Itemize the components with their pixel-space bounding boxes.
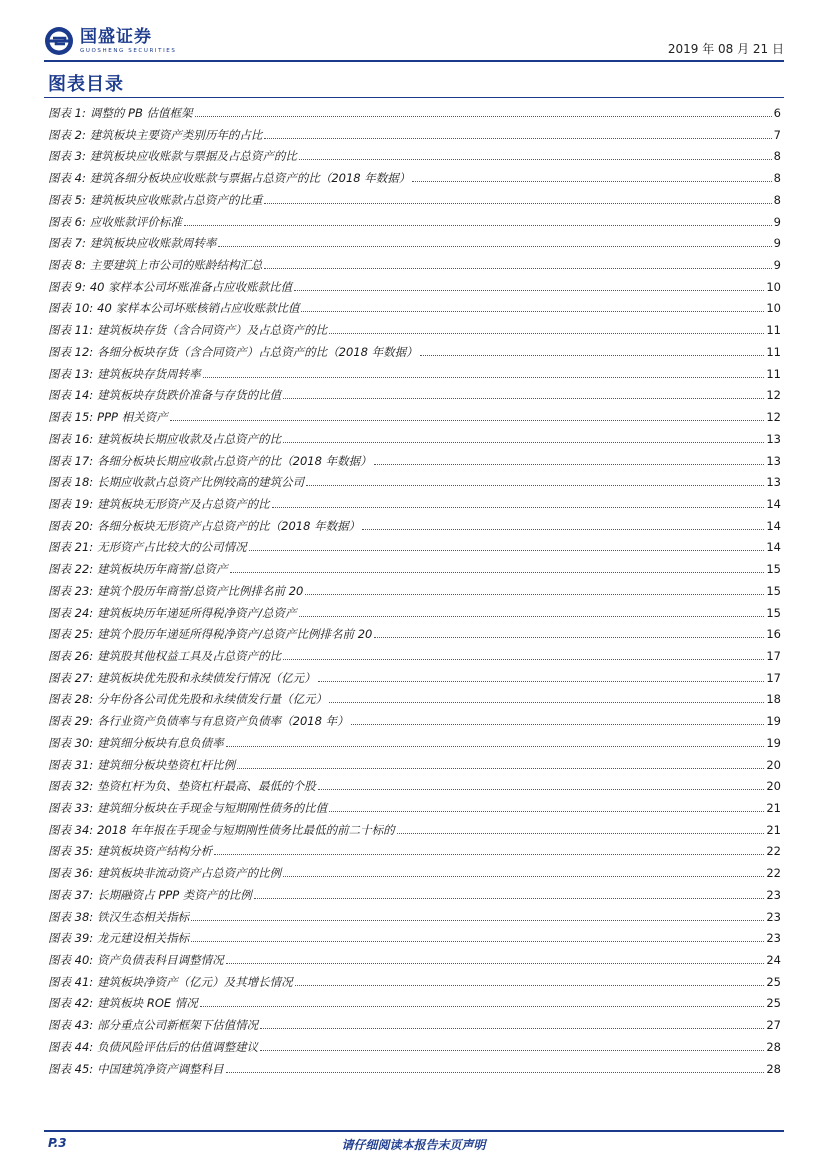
toc-entry-title: 建筑板块存货周转率 bbox=[97, 366, 201, 381]
toc-dot-leader bbox=[294, 282, 764, 291]
toc-entry[interactable] bbox=[48, 974, 781, 996]
toc-dot-leader bbox=[184, 217, 772, 226]
toc-dot-leader bbox=[420, 347, 765, 356]
toc-entry-label: 图表 1: bbox=[48, 106, 86, 120]
toc-entry-page: 8 bbox=[773, 171, 781, 186]
toc-entry[interactable] bbox=[48, 822, 781, 844]
toc-entry[interactable] bbox=[48, 539, 781, 561]
toc-dot-leader bbox=[299, 151, 772, 160]
toc-entry-title: 建筑细分板块垫资杠杆比例 bbox=[97, 757, 236, 772]
toc-entry[interactable] bbox=[48, 691, 781, 713]
toc-entry-label: 图表 35: bbox=[48, 844, 94, 859]
toc-dot-leader bbox=[374, 629, 764, 638]
toc-entry[interactable] bbox=[48, 1061, 781, 1083]
toc-dot-leader bbox=[305, 586, 764, 595]
toc-dot-leader bbox=[374, 456, 765, 465]
toc-entry-title: 建筑板块主要资产类别历年的占比 bbox=[89, 127, 263, 142]
toc-dot-leader bbox=[272, 499, 765, 508]
toc-entry[interactable] bbox=[48, 995, 781, 1017]
toc-dot-leader bbox=[237, 760, 764, 769]
toc-entry-title: 长期应收款占总资产比例较高的建筑公司 bbox=[97, 475, 305, 490]
toc-entry-title: 建筑个股历年商誉/总资产比例排名前 20 bbox=[97, 583, 304, 598]
toc-entry-page: 21 bbox=[766, 801, 781, 815]
toc-dot-leader bbox=[264, 130, 771, 139]
toc-entry-label: 图表 25: bbox=[48, 627, 94, 642]
toc-entry-page: 25 bbox=[766, 974, 781, 989]
toc-entry-page: 14 bbox=[766, 540, 781, 555]
toc-entry-title: 建筑板块存货（含合同资产）及占总资产的比 bbox=[97, 323, 328, 338]
toc-entry-label: 图表 22: bbox=[48, 562, 94, 577]
toc-dot-leader bbox=[329, 803, 764, 812]
toc-entry-page: 20 bbox=[766, 757, 781, 772]
toc-entry[interactable] bbox=[48, 1017, 781, 1039]
toc-entry-page: 15 bbox=[766, 605, 781, 620]
toc-entry-label: 图表 18: bbox=[48, 475, 94, 490]
toc-entry[interactable] bbox=[48, 214, 781, 236]
toc-entry-page: 28 bbox=[766, 1061, 781, 1076]
toc-dot-leader bbox=[362, 521, 764, 530]
toc-dot-leader bbox=[203, 369, 765, 378]
toc-entry-page: 19 bbox=[766, 714, 781, 729]
toc-entry-title: 调整的 PB 估值框架 bbox=[89, 106, 193, 120]
toc-entry-title: 2018 年年报在手现金与短期刚性债务比最低的前二十标的 bbox=[97, 822, 395, 837]
toc-entry[interactable] bbox=[48, 279, 781, 301]
toc-entry-title: 建筑板块应收账款占总资产的比重 bbox=[89, 192, 263, 207]
toc-entry[interactable] bbox=[48, 778, 781, 800]
toc-entry-label: 图表 31: bbox=[48, 757, 94, 772]
toc-dot-leader bbox=[226, 1064, 765, 1073]
toc-entry-page: 13 bbox=[766, 453, 781, 468]
toc-entry-page: 11 bbox=[766, 366, 781, 381]
toc-entry-label: 图表 27: bbox=[48, 670, 94, 685]
toc-dot-leader bbox=[351, 716, 765, 725]
toc-entry-page: 14 bbox=[766, 496, 781, 511]
footer-divider bbox=[44, 1130, 784, 1132]
toc-entry-label: 图表 21: bbox=[48, 540, 94, 555]
toc-entry-page: 13 bbox=[766, 431, 781, 446]
company-logo bbox=[44, 26, 176, 56]
toc-entry-title: 建筑板块应收账款与票据及占总资产的比 bbox=[89, 149, 297, 164]
toc-entry[interactable] bbox=[48, 431, 781, 453]
toc-entry-page: 12 bbox=[766, 388, 781, 403]
toc-dot-leader bbox=[214, 846, 764, 855]
toc-entry-title: 垫资杠杆为负、垫资杠杆最高、最低的个股 bbox=[97, 779, 316, 794]
disclaimer-notice: 请仔细阅读本报告末页声明 bbox=[341, 1138, 486, 1152]
toc-entry[interactable] bbox=[48, 930, 781, 952]
toc-entry-title: 建筑板块 ROE 情况 bbox=[97, 996, 198, 1011]
toc-entry-title: 建筑板块净资产（亿元）及其增长情况 bbox=[97, 974, 293, 989]
toc-entry-label: 图表 19: bbox=[48, 496, 94, 511]
toc-entry[interactable] bbox=[48, 148, 781, 170]
toc-entry-page: 22 bbox=[766, 844, 781, 859]
toc-entry-title: 建筑板块无形资产及占总资产的比 bbox=[97, 496, 270, 511]
toc-entry[interactable] bbox=[48, 1039, 781, 1061]
toc-dot-leader bbox=[295, 977, 765, 986]
toc-entry-label: 图表 12: bbox=[48, 344, 94, 359]
toc-entry-title: 建筑个股历年递延所得税净资产/总资产比例排名前 20 bbox=[97, 627, 373, 642]
toc-entry-title: 建筑细分板块在手现金与短期刚性债务的比值 bbox=[97, 801, 328, 815]
toc-entry-page: 14 bbox=[766, 518, 781, 533]
toc-entry[interactable] bbox=[48, 952, 781, 974]
toc-entry-page: 6 bbox=[773, 106, 781, 120]
toc-dot-leader bbox=[226, 738, 765, 747]
logo-chinese-name: 国盛证券 bbox=[80, 27, 152, 47]
toc-entry-page: 9 bbox=[773, 236, 781, 251]
toc-entry[interactable] bbox=[48, 865, 781, 887]
toc-entry-label: 图表 15: bbox=[48, 410, 94, 425]
toc-dot-leader bbox=[230, 564, 765, 573]
toc-entry-page: 11 bbox=[766, 344, 781, 359]
toc-entry-title: 建筑各细分板块应收账款与票据占总资产的比（2018 年数据） bbox=[89, 171, 411, 186]
toc-entry-label: 图表 37: bbox=[48, 887, 94, 902]
toc-entry[interactable] bbox=[48, 800, 781, 822]
toc-dot-leader bbox=[301, 303, 764, 312]
guosheng-logo-icon bbox=[44, 26, 74, 56]
toc-entry[interactable] bbox=[48, 387, 781, 409]
toc-entry[interactable] bbox=[48, 366, 781, 388]
toc-entry-page: 8 bbox=[773, 149, 781, 164]
toc-entry-page: 24 bbox=[766, 953, 781, 968]
toc-entry-title: 建筑股其他权益工具及占总资产的比 bbox=[97, 648, 282, 663]
toc-entry-page: 11 bbox=[766, 323, 781, 338]
toc-entry-label: 图表 43: bbox=[48, 1018, 94, 1033]
toc-entry[interactable] bbox=[48, 474, 781, 496]
toc-entry-label: 图表 8: bbox=[48, 258, 86, 273]
toc-entry[interactable] bbox=[48, 909, 781, 931]
toc-dot-leader bbox=[249, 542, 765, 551]
toc-entry-page: 17 bbox=[766, 648, 781, 663]
toc-entry[interactable] bbox=[48, 626, 781, 648]
toc-entry-title: 建筑板块应收账款周转率 bbox=[89, 236, 217, 251]
toc-entry-label: 图表 41: bbox=[48, 974, 94, 989]
toc-entry-label: 图表 20: bbox=[48, 518, 94, 533]
toc-entry-label: 图表 40: bbox=[48, 953, 94, 968]
toc-entry-page: 20 bbox=[766, 779, 781, 794]
toc-entry-page: 21 bbox=[766, 822, 781, 837]
toc-entry-label: 图表 23: bbox=[48, 583, 94, 598]
toc-entry[interactable] bbox=[48, 300, 781, 322]
toc-entry[interactable] bbox=[48, 735, 781, 757]
toc-entry-page: 15 bbox=[766, 583, 781, 598]
toc-entry-page: 12 bbox=[766, 410, 781, 425]
toc-entry-page: 9 bbox=[773, 214, 781, 229]
toc-dot-leader bbox=[306, 477, 764, 486]
toc-entry-title: 分年份各公司优先股和永续债发行量（亿元） bbox=[97, 692, 328, 707]
toc-entry-title: 长期融资占 PPP 类资产的比例 bbox=[97, 887, 252, 902]
toc-entry-label: 图表 6: bbox=[48, 214, 86, 229]
toc-dot-leader bbox=[260, 1042, 764, 1051]
page-header bbox=[44, 22, 784, 62]
toc-entry-title: 各细分板块无形资产占总资产的比（2018 年数据） bbox=[97, 518, 361, 533]
toc-entry-title: 建筑板块优先股和永续债发行情况（亿元） bbox=[97, 670, 316, 685]
toc-dot-leader bbox=[191, 933, 764, 942]
toc-entry-title: 建筑板块非流动资产占总资产的比例 bbox=[97, 866, 282, 881]
logo-english-name: GUOSHENG SECURITIES bbox=[80, 48, 177, 54]
toc-entry-page: 16 bbox=[766, 627, 781, 642]
toc-entry-label: 图表 10: bbox=[48, 301, 94, 316]
toc-entry-page: 27 bbox=[766, 1018, 781, 1033]
toc-entry-label: 图表 4: bbox=[48, 171, 86, 186]
toc-title-divider bbox=[44, 97, 784, 98]
toc-entry-title: 各细分板块存货（含合同资产）占总资产的比（2018 年数据） bbox=[97, 344, 418, 359]
toc-dot-leader bbox=[283, 434, 764, 443]
toc-entry-page: 28 bbox=[766, 1039, 781, 1054]
toc-entry-page: 7 bbox=[773, 127, 781, 142]
toc-entry[interactable] bbox=[48, 322, 781, 344]
toc-entry-page: 17 bbox=[766, 670, 781, 685]
toc-entry[interactable] bbox=[48, 409, 781, 431]
toc-entry-title: 资产负债表科目调整情况 bbox=[97, 953, 224, 968]
toc-entry[interactable] bbox=[48, 453, 781, 475]
toc-entry-title: 建筑细分板块有息负债率 bbox=[97, 735, 224, 750]
toc-entry-page: 10 bbox=[766, 279, 781, 294]
toc-dot-leader bbox=[226, 955, 765, 964]
toc-dot-leader bbox=[299, 608, 765, 617]
toc-entry-title: 龙元建设相关指标 bbox=[97, 931, 190, 946]
toc-entry-page: 18 bbox=[766, 692, 781, 707]
toc-dot-leader bbox=[260, 1020, 764, 1029]
toc-entry-label: 图表 44: bbox=[48, 1039, 94, 1054]
toc-entry[interactable] bbox=[48, 170, 781, 192]
toc-entry-page: 23 bbox=[766, 931, 781, 946]
toc-entry-title: 40 家样本公司坏账核销占应收账款比值 bbox=[97, 301, 300, 316]
toc-dot-leader bbox=[318, 781, 765, 790]
toc-entry-title: 建筑板块历年商誉/总资产 bbox=[97, 562, 228, 577]
toc-dot-leader bbox=[200, 998, 765, 1007]
toc-entry[interactable] bbox=[48, 887, 781, 909]
toc-dot-leader bbox=[283, 651, 764, 660]
toc-title: 图表目录 bbox=[48, 74, 124, 95]
toc-entry-label: 图表 7: bbox=[48, 236, 86, 251]
toc-entry[interactable] bbox=[48, 648, 781, 670]
toc-entry-page: 9 bbox=[773, 258, 781, 273]
toc-entry-label: 图表 42: bbox=[48, 996, 94, 1011]
toc-entry-label: 图表 36: bbox=[48, 866, 94, 881]
toc-entry-label: 图表 14: bbox=[48, 388, 94, 403]
toc-entry-title: 铁汉生态相关指标 bbox=[97, 909, 190, 924]
toc-dot-leader bbox=[329, 694, 764, 703]
toc-entry-label: 图表 17: bbox=[48, 453, 94, 468]
toc-dot-leader bbox=[283, 868, 764, 877]
toc-entry-title: 建筑板块历年递延所得税净资产/总资产 bbox=[97, 605, 297, 620]
toc-entry[interactable] bbox=[48, 518, 781, 540]
toc-entry-label: 图表 24: bbox=[48, 605, 94, 620]
toc-entry-label: 图表 30: bbox=[48, 735, 94, 750]
report-date: 2019 年 08 月 21 日 bbox=[667, 42, 784, 56]
toc-entry-label: 图表 38: bbox=[48, 909, 94, 924]
toc-dot-leader bbox=[264, 195, 771, 204]
toc-entry[interactable] bbox=[48, 127, 781, 149]
toc-entry-page: 8 bbox=[773, 192, 781, 207]
toc-entry-title: 无形资产占比较大的公司情况 bbox=[97, 540, 247, 555]
toc-dot-leader bbox=[283, 390, 764, 399]
toc-dot-leader bbox=[218, 238, 771, 247]
toc-dot-leader bbox=[191, 912, 764, 921]
table-of-figures bbox=[48, 105, 781, 1082]
toc-entry[interactable] bbox=[48, 496, 781, 518]
toc-entry[interactable] bbox=[48, 257, 781, 279]
toc-entry-page: 22 bbox=[766, 866, 781, 881]
toc-entry-page: 23 bbox=[766, 887, 781, 902]
toc-entry-label: 图表 5: bbox=[48, 192, 86, 207]
toc-entry-label: 图表 45: bbox=[48, 1061, 94, 1076]
toc-entry-label: 图表 13: bbox=[48, 366, 94, 381]
toc-entry[interactable] bbox=[48, 583, 781, 605]
toc-entry-page: 13 bbox=[766, 475, 781, 490]
toc-entry-title: 负债风险评估后的估值调整建议 bbox=[97, 1039, 259, 1054]
toc-entry-label: 图表 32: bbox=[48, 779, 94, 794]
toc-dot-leader bbox=[264, 260, 771, 269]
toc-entry-title: 应收账款评价标准 bbox=[89, 214, 182, 229]
toc-entry-label: 图表 3: bbox=[48, 149, 86, 164]
toc-entry-title: 部分重点公司新框架下估值情况 bbox=[97, 1018, 259, 1033]
toc-dot-leader bbox=[254, 890, 765, 899]
toc-entry-title: PPP 相关资产 bbox=[97, 410, 168, 425]
toc-entry[interactable] bbox=[48, 843, 781, 865]
toc-entry-label: 图表 34: bbox=[48, 822, 94, 837]
toc-dot-leader bbox=[318, 673, 765, 682]
toc-entry-title: 建筑板块资产结构分析 bbox=[97, 844, 213, 859]
toc-dot-leader bbox=[195, 108, 772, 117]
toc-dot-leader bbox=[397, 825, 765, 834]
toc-entry-page: 23 bbox=[766, 909, 781, 924]
toc-entry[interactable] bbox=[48, 561, 781, 583]
toc-entry-label: 图表 16: bbox=[48, 431, 94, 446]
toc-entry[interactable] bbox=[48, 344, 781, 366]
toc-entry[interactable] bbox=[48, 235, 781, 257]
toc-entry-title: 各细分板块长期应收款占总资产的比（2018 年数据） bbox=[97, 453, 372, 468]
toc-entry[interactable] bbox=[48, 670, 781, 692]
toc-entry-label: 图表 39: bbox=[48, 931, 94, 946]
header-divider bbox=[44, 60, 784, 62]
toc-entry-title: 各行业资产负债率与有息资产负债率（2018 年） bbox=[97, 714, 349, 729]
toc-entry-title: 建筑板块存货跌价准备与存货的比值 bbox=[97, 388, 282, 403]
toc-entry[interactable] bbox=[48, 605, 781, 627]
toc-entry-label: 图表 2: bbox=[48, 127, 86, 142]
toc-entry-page: 15 bbox=[766, 562, 781, 577]
toc-entry-page: 25 bbox=[766, 996, 781, 1011]
toc-entry[interactable] bbox=[48, 192, 781, 214]
toc-entry-title: 40 家样本公司坏账准备占应收账款比值 bbox=[89, 279, 293, 294]
toc-entry[interactable] bbox=[48, 713, 781, 735]
toc-entry-page: 19 bbox=[766, 735, 781, 750]
toc-entry-label: 图表 11: bbox=[48, 323, 94, 338]
toc-entry[interactable] bbox=[48, 757, 781, 779]
toc-entry-title: 建筑板块长期应收款及占总资产的比 bbox=[97, 431, 282, 446]
page-number: P.3 bbox=[48, 1136, 67, 1150]
toc-entry-label: 图表 9: bbox=[48, 279, 86, 294]
toc-entry-label: 图表 33: bbox=[48, 801, 94, 815]
toc-entry-title: 中国建筑净资产调整科目 bbox=[97, 1061, 224, 1076]
toc-dot-leader bbox=[412, 173, 771, 182]
toc-entry-label: 图表 26: bbox=[48, 648, 94, 663]
toc-dot-leader bbox=[329, 325, 764, 334]
toc-dot-leader bbox=[170, 412, 765, 421]
toc-entry-page: 10 bbox=[766, 301, 781, 316]
toc-entry-title: 主要建筑上市公司的账龄结构汇总 bbox=[89, 258, 263, 273]
toc-entry-label: 图表 29: bbox=[48, 714, 94, 729]
toc-entry[interactable] bbox=[48, 105, 781, 127]
toc-entry-label: 图表 28: bbox=[48, 692, 94, 707]
